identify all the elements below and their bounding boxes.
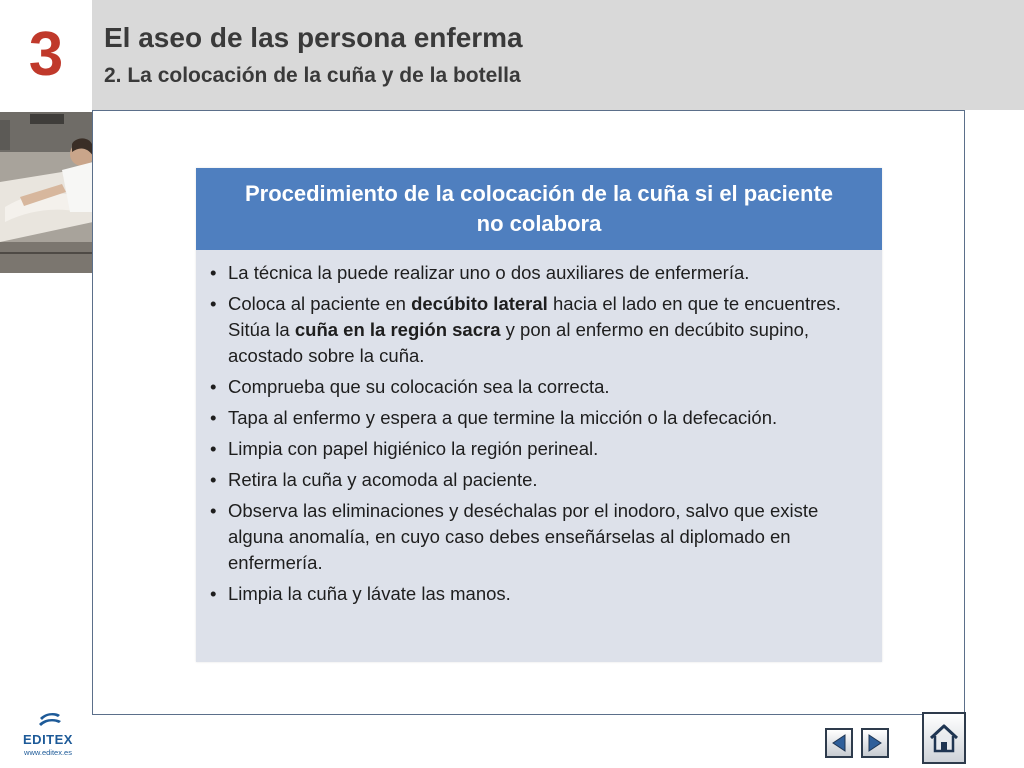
list-item bbox=[208, 467, 872, 493]
list-item bbox=[208, 374, 872, 400]
triangle-left-icon bbox=[831, 734, 847, 752]
header-band bbox=[0, 0, 1024, 110]
panel-title: Procedimiento de la colocación de la cuña si el paciente no colabora bbox=[244, 181, 834, 236]
chapter-box bbox=[0, 0, 92, 110]
logo-brand: EDITEX bbox=[23, 732, 73, 747]
previous-slide-button[interactable] bbox=[825, 728, 853, 758]
list-item bbox=[208, 291, 872, 369]
list-item-text: Retira la cuña y acomoda al paciente. bbox=[228, 469, 538, 490]
procedure-panel bbox=[196, 168, 882, 662]
editex-logo bbox=[16, 712, 80, 762]
procedure-list bbox=[208, 260, 872, 612]
logo-url: www.editex.es bbox=[24, 748, 72, 757]
nursing-photo-illustration bbox=[0, 112, 93, 273]
list-item-text: Limpia la cuña y lávate las manos. bbox=[228, 583, 511, 604]
list-item-text: Comprueba que su colocación sea la correcta. bbox=[228, 376, 610, 397]
list-item-text: Observa las eliminaciones y deséchalas por el inodoro, salvo que existe alguna anomalía, en cuyo caso debes enseñárselas al diplomado en enfermería. bbox=[228, 500, 819, 573]
list-item bbox=[208, 260, 872, 286]
list-item-text: La técnica la puede realizar uno o dos auxiliares de enfermería. bbox=[228, 262, 750, 283]
home-button[interactable] bbox=[922, 712, 966, 764]
editex-logo-mark-icon bbox=[38, 712, 62, 730]
list-item-text: hacia el lado en que te encuentres. Sitúa la bbox=[228, 293, 841, 340]
list-item bbox=[208, 498, 872, 576]
slide-subtitle: 2. La colocación de la cuña y de la botella bbox=[104, 64, 521, 87]
list-item-text: Tapa al enfermo y espera a que termine la micción o la defecación. bbox=[228, 407, 778, 428]
list-item-text: Limpia con papel higiénico la región perineal. bbox=[228, 438, 599, 459]
bold-term: cuña en la región sacra bbox=[294, 319, 501, 340]
bold-term: decúbito lateral bbox=[411, 293, 548, 314]
chapter-number: 3 bbox=[28, 20, 64, 89]
triangle-right-icon bbox=[867, 734, 883, 752]
house-icon bbox=[927, 721, 961, 755]
list-item-text: Coloca al paciente en bbox=[228, 293, 412, 314]
next-slide-button[interactable] bbox=[861, 728, 889, 758]
list-item bbox=[208, 436, 872, 462]
nursing-photo bbox=[0, 112, 93, 273]
list-item bbox=[208, 405, 872, 431]
list-item bbox=[208, 581, 872, 607]
slide-title: El aseo de las persona enferma bbox=[104, 22, 523, 53]
panel-header bbox=[196, 168, 882, 250]
list-item-text: y pon al enfermo en decúbito supino, acostado sobre la cuña. bbox=[228, 319, 810, 366]
